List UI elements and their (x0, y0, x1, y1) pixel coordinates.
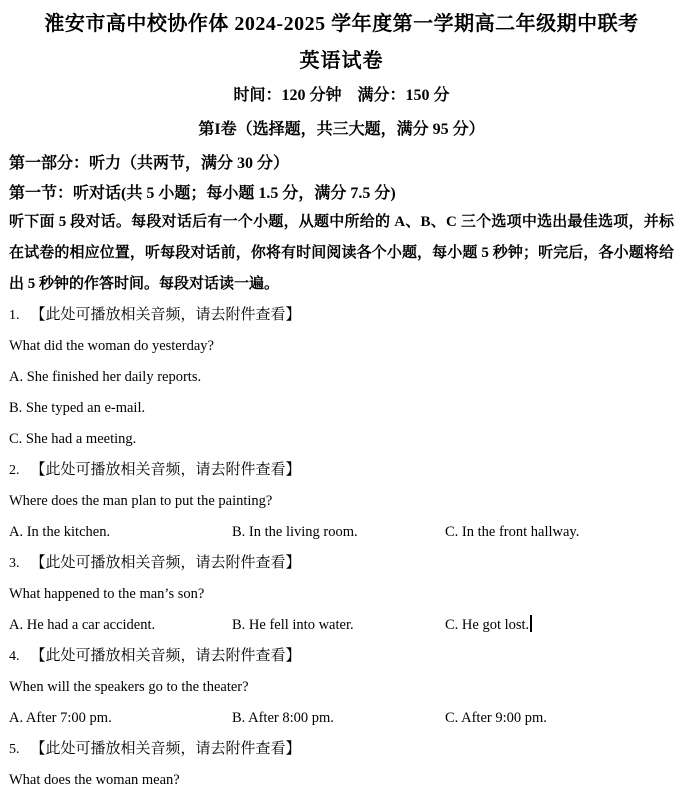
section1-heading: 第一节：听对话(共 5 小题；每小题 1.5 分，满分 7.5 分) (9, 185, 396, 202)
question-4-option-b: B. After 8:00 pm. (232, 710, 334, 726)
question-2-options-row (9, 517, 674, 548)
question-1 (9, 300, 674, 455)
question-2-option-a: A. In the kitchen. (9, 524, 111, 540)
listening-instructions: 听下面 5 段对话。每段对话后有一个小题，从题中所给的 A、B、C 三个选项中选出最佳选项，并标在试卷的相应位置，听每段对话前，你将有时间阅读各个小题，每小题 5 秒钟；听完后，各小题将给出 5 秒钟的作答时间。每段对话读一遍。 (9, 214, 674, 292)
question-2-option-b: B. In the living room. (232, 524, 358, 540)
question-4-option-a: A. After 7:00 pm. (9, 710, 112, 726)
question-3-option-a: A. He had a car accident. (9, 617, 156, 633)
question-5 (9, 734, 674, 792)
question-3-option-c-text: C. He got lost. (445, 617, 530, 633)
exam-subject: 英语试卷 (299, 50, 384, 72)
question-4-number: 4. (9, 649, 20, 664)
question-2-audio-line (9, 455, 674, 486)
question-1-stem: What did the woman do yesterday? (9, 338, 214, 354)
question-3 (9, 548, 674, 641)
question-3-stem: What happened to the man’s son? (9, 586, 205, 602)
question-2-option-c: C. In the front hallway. (445, 524, 580, 540)
question-5-number: 5. (9, 742, 20, 757)
question-4-stem: When will the speakers go to the theater? (9, 679, 249, 695)
volume-heading: 第I卷（选择题，共三大题，满分 95 分） (198, 121, 485, 138)
question-1-number: 1. (9, 308, 20, 323)
question-5-stem: What does the woman mean? (9, 772, 180, 788)
question-3-audio-line (9, 548, 674, 579)
question-1-option-a: A. She finished her daily reports. (9, 369, 202, 385)
question-3-options-row (9, 610, 674, 641)
question-2-stem: Where does the man plan to put the painting? (9, 493, 273, 509)
audio-placeholder: 【此处可播放相关音频，请去附件查看】 (30, 555, 301, 571)
question-2 (9, 455, 674, 548)
audio-placeholder: 【此处可播放相关音频，请去附件查看】 (30, 648, 301, 664)
part1-heading: 第一部分：听力（共两节，满分 30 分） (9, 155, 290, 172)
audio-placeholder: 【此处可播放相关音频，请去附件查看】 (30, 307, 301, 323)
exam-time-score: 时间：120 分钟 满分：150 分 (233, 87, 450, 104)
question-2-number: 2. (9, 463, 20, 478)
question-3-option-b: B. He fell into water. (232, 617, 354, 633)
question-4-audio-line (9, 641, 674, 672)
question-3-number: 3. (9, 556, 20, 571)
text-cursor (530, 615, 532, 632)
question-4 (9, 641, 674, 734)
audio-placeholder: 【此处可播放相关音频，请去附件查看】 (30, 741, 301, 757)
question-4-options-row (9, 703, 674, 734)
question-4-option-c: C. After 9:00 pm. (445, 710, 547, 726)
question-1-option-b: B. She typed an e-mail. (9, 400, 146, 416)
audio-placeholder: 【此处可播放相关音频，请去附件查看】 (30, 462, 301, 478)
exam-title: 淮安市高中校协作体 2024-2025 学年度第一学期高二年级期中联考 (44, 13, 639, 35)
question-3-option-c (445, 610, 674, 641)
question-1-audio-line (9, 300, 674, 331)
question-1-option-c: C. She had a meeting. (9, 431, 137, 447)
question-5-audio-line (9, 734, 674, 765)
